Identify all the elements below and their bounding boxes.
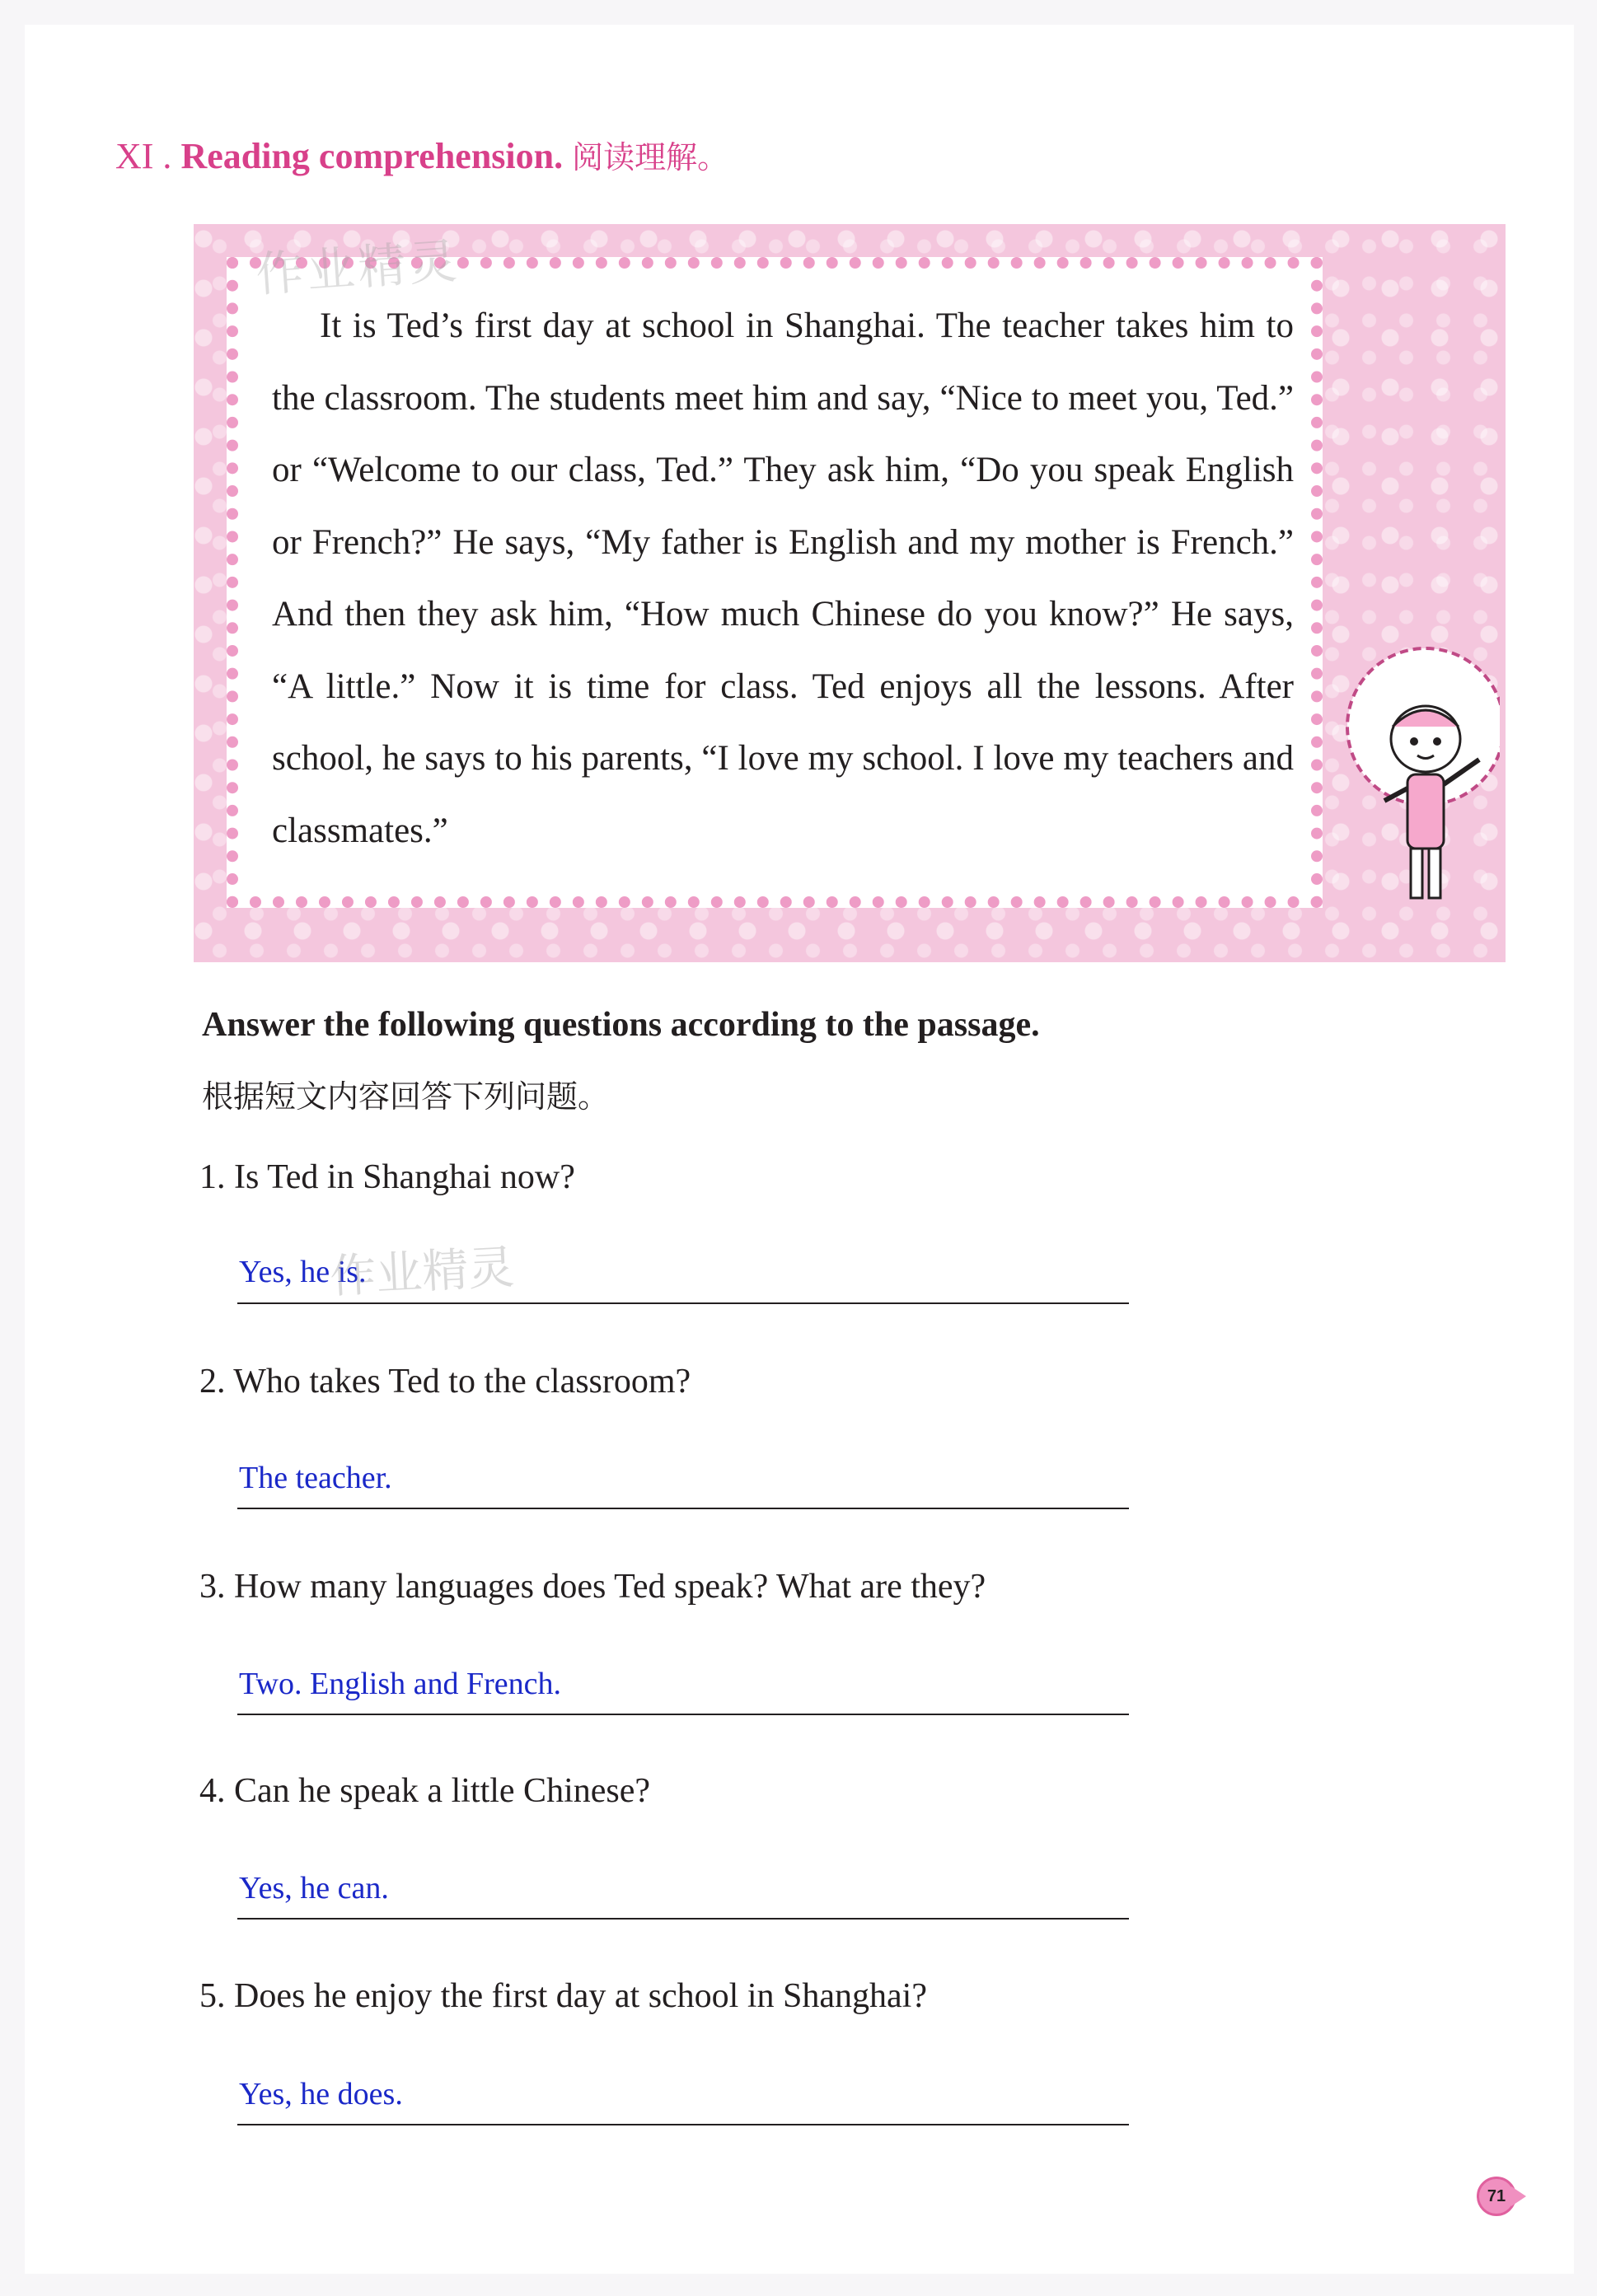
- answer-1: Yes, he is.: [239, 1255, 367, 1289]
- section-title-cn: 阅读理解。: [572, 139, 729, 175]
- answer-5: Yes, he does.: [239, 2077, 403, 2111]
- question-4: 4. Can he speak a little Chinese?: [199, 1772, 651, 1810]
- answer-line-3: [237, 1714, 1129, 1715]
- answer-line-2: [237, 1508, 1129, 1509]
- question-1: 1. Is Ted in Shanghai now?: [199, 1158, 575, 1196]
- answer-2: The teacher.: [239, 1461, 392, 1495]
- page-number-tab: [1511, 2186, 1526, 2206]
- answer-4: Yes, he can.: [239, 1871, 389, 1906]
- passage-frame: [194, 224, 1506, 962]
- question-5: 5. Does he enjoy the first day at school in Shanghai?: [199, 1977, 927, 2015]
- instructions-chinese: 根据短文内容回答下列问题。: [202, 1078, 610, 1115]
- section-number: XI .: [115, 136, 172, 176]
- answer-watermark: 作业精灵: [328, 1241, 516, 1304]
- answer-3: Two. English and French.: [239, 1667, 562, 1701]
- question-2: 2. Who takes Ted to the classroom?: [199, 1363, 691, 1401]
- answer-line-4: [237, 1918, 1129, 1920]
- watermark: 作业精灵: [254, 232, 462, 303]
- cartoon-girl-illustration: [1335, 636, 1500, 949]
- section-heading: [115, 132, 728, 177]
- passage-text: [272, 290, 1294, 867]
- passage-paragraph: It is Ted’s first day at school in Shanghai. The teacher takes him to the classroom. The students meet him and say, “Nice to meet you, Ted.” or “Welcome to our class, Ted.” They ask him, “Do you speak English or French?” He says, “My father is English and my mother is French.” And then they ask him, “How much Chinese do you know?” He says, “A little.” Now it is time for class. Ted enjoys all the lessons. After school, he says to his parents, “I love my school. I love my teachers and classmates.”: [272, 306, 1294, 850]
- question-3: 3. How many languages does Ted speak? What are they?: [199, 1568, 986, 1606]
- answer-line-5: [237, 2124, 1129, 2125]
- page-number: 71: [1477, 2177, 1516, 2216]
- section-title-en: Reading comprehension.: [180, 136, 564, 176]
- instructions-english: Answer the following questions according to the passage.: [202, 1006, 1040, 1044]
